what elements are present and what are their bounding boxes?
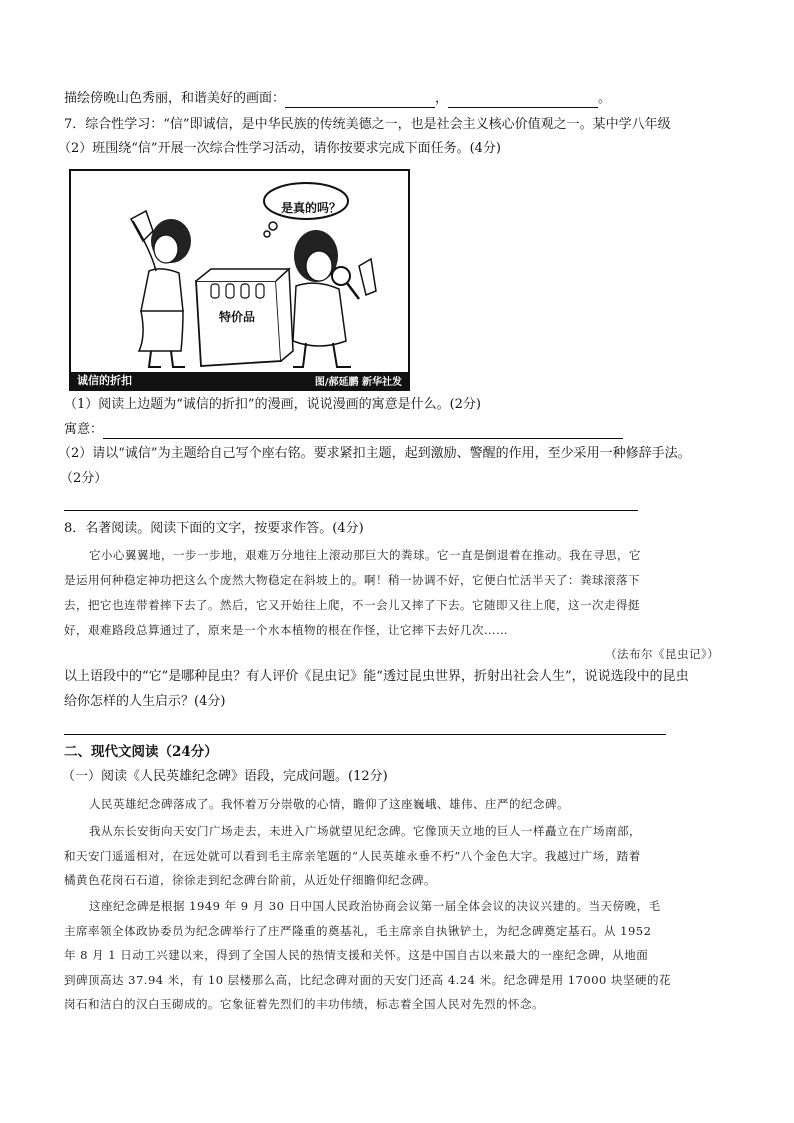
passage-line: 岗石和洁白的汉白玉砌成的。它象征着先烈们的丰功伟绩，标志着全国人民对先烈的怀念。	[64, 997, 544, 1011]
excerpt-line: 它小心翼翼地，一步一步地，艰难万分地往上滚动那巨大的粪球。它一直是倒退着在推动。我在寻思，它	[89, 548, 641, 562]
q7-1-text: （1）阅读上边题为“诚信的折扣”的漫画，说说漫画的寓意是什么。(2分)	[64, 397, 481, 412]
speech-bubble-text: 是真的吗？	[281, 201, 342, 215]
section-heading: 二、现代文阅读（24分）	[64, 744, 218, 760]
passage-line: 我从东长安街向天安门广场走去，未进入广场就望见纪念碑。它像顶天立地的巨人一样矗立在广场南部，	[89, 824, 641, 838]
q8-text: 8．名著阅读。阅读下面的文字，按要求作答。(4分)	[64, 521, 364, 536]
q7-2-text: （2）请以“诚信”为主题给自己写个座右铭。要求紧扣主题，起到激励、警醒的作用，至少采用一种修辞手法。	[58, 446, 691, 461]
q8-question: 给你怎样的人生启示？(4分)	[64, 694, 226, 709]
answer-blank[interactable]	[448, 94, 598, 108]
excerpt-source: （法布尔《昆虫记》）	[605, 647, 720, 661]
passage-line: 人民英雄纪念碑落成了。我怀着万分崇敬的心情，瞻仰了这座巍峨、雄伟、庄严的纪念碑。	[89, 797, 569, 811]
cartoon-image	[69, 169, 410, 391]
answer-blank[interactable]	[103, 425, 623, 439]
answer-line[interactable]	[64, 734, 666, 735]
answer-blank[interactable]	[285, 94, 435, 108]
box-label: 特价品	[219, 310, 256, 324]
excerpt-line: 去，把它也连带着摔下去了。然后，它又开始往上爬，不一会儿又摔了下去。它随即又往上爬，这一次走得挺	[64, 598, 640, 612]
q7-text: 7．综合性学习：“信”即诚信，是中华民族的传统美德之一，也是社会主义核心价值观之一。某中学八年级	[64, 117, 671, 132]
q7-text: （2）班围绕“信”开展一次综合性学习活动，请你按要求完成下面任务。(4分)	[58, 141, 501, 156]
caption-bar	[71, 372, 408, 389]
excerpt-line: 好，艰难路段总算通过了，原来是一个水本植物的根在作怪，让它摔下去好几次……	[64, 623, 508, 637]
passage-line: 这座纪念碑是根据 1949 年 9 月 30 日中国人民政治协商会议第一届全体会议的决议兴建的。当天傍晚，毛	[89, 899, 661, 913]
cartoon-credit: 图/郝延鹏 新华社发	[314, 377, 402, 388]
cartoon-title: 诚信的折扣	[77, 374, 132, 387]
excerpt-line: 是运用何种稳定神功把这么个庞然大物稳定在斜坡上的。啊！稍一协调不好，它便白忙活半天了：粪球滚落下	[64, 573, 640, 587]
answer-line[interactable]	[64, 510, 638, 511]
line-text: 。	[598, 91, 612, 106]
q8-question: 以上语段中的“它”是哪种昆虫？有人评价《昆虫记》能“透过昆虫世界，折射出社会人生”，说说选段中的昆虫	[64, 669, 689, 684]
answer-label: 寓意：	[64, 422, 104, 437]
passage-line: 到碑顶高达 37.94 米，有 10 层楼那么高，比纪念碑对面的天安门还高 4.24 米。纪念碑是用 17000 块坚硬的花	[64, 973, 671, 987]
passage-line: 橘黄色花岗石石道，徐徐走到纪念碑台阶前，从近处仔细瞻仰纪念碑。	[64, 873, 436, 887]
subsection-heading: （一）阅读《人民英雄纪念碑》语段，完成问题。(12分)	[62, 769, 388, 784]
line-text: ，	[435, 91, 449, 106]
passage-line: 主席率领全体政协委员为纪念碑举行了庄严隆重的奠基礼，毛主席亲自执锹铲土，为纪念碑奠定基石。从 1952	[64, 924, 652, 938]
passage-line: 和天安门遥遥相对，在远处就可以看到毛主席亲笔题的“人民英雄永垂不朽”八个金色大字。我越过广场，踏着	[64, 849, 641, 863]
q7-1-answer-line	[64, 421, 623, 439]
passage-line: 年 8 月 1 日动工兴建以来，得到了全国人民的热情支援和关怀。这是中国自古以来最大的一座纪念碑，从地面	[64, 948, 649, 962]
cartoon-drawing	[71, 171, 408, 389]
fill-in-line	[64, 90, 611, 108]
q7-2-score: （2分）	[60, 471, 108, 486]
line-text: 描绘傍晚山色秀丽，和谐美好的画面：	[64, 91, 286, 106]
